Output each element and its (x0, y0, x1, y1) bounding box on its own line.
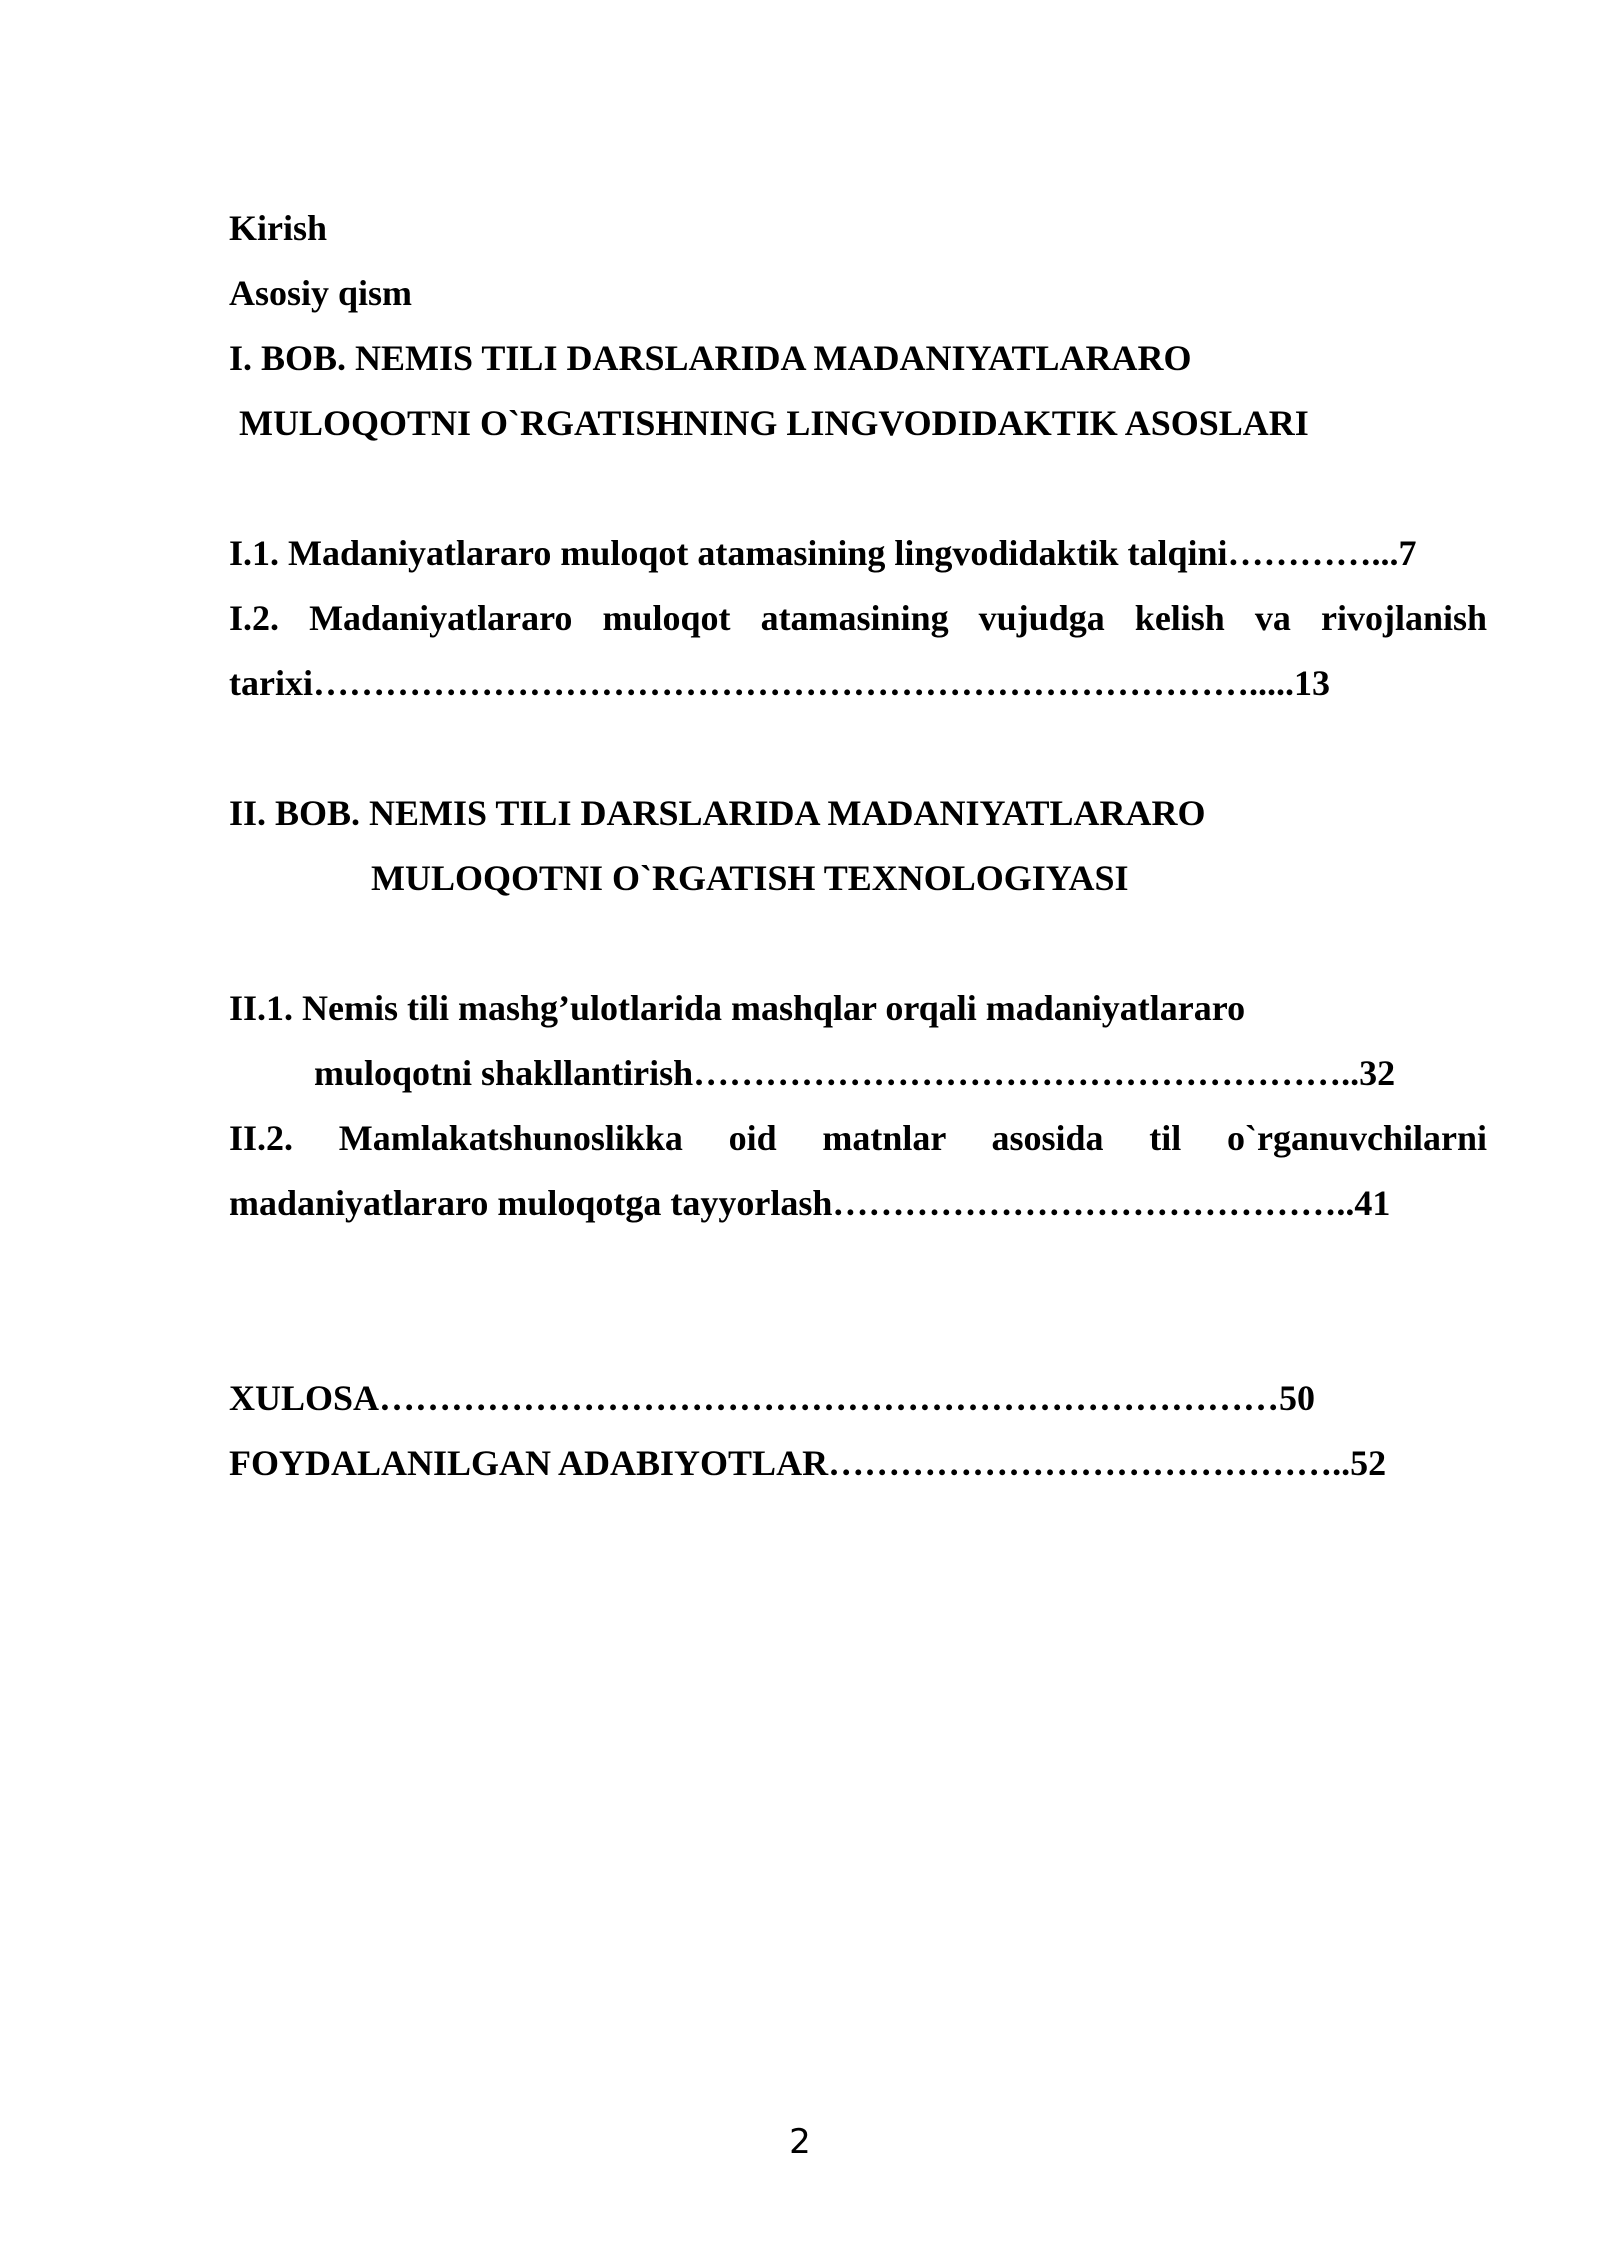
page-number: 2 (789, 2122, 811, 2162)
toc-main-part: Asosiy qism (229, 273, 413, 313)
chapter2-section1-line2: muloqotni shakllantirish………………………………………………..32 (314, 1053, 1396, 1093)
chapter1-title-line1: I. BOB. NEMIS TILI DARSLARIDA MADANIYATLARARO (229, 338, 1192, 378)
chapter2-title-line1: II. BOB. NEMIS TILI DARSLARIDA MADANIYATLARARO (229, 793, 1206, 833)
spacer (229, 911, 1487, 976)
chapter2-title-line2: MULOQOTNI O`RGATISH TEXNOLOGIYASI (371, 858, 1129, 898)
toc-conclusion: XULOSA…………………………………………………………………50 (229, 1378, 1316, 1418)
chapter1-section2-line2: tarixi…………………………………………………………………….....13 (229, 663, 1330, 703)
chapter1-section2-line1: I.2. Madaniyatlararo muloqot atamasining vujudga kelish va rivojlanish (229, 598, 1487, 638)
toc-references: FOYDALANILGAN ADABIYOTLAR……………………………………..52 (229, 1443, 1387, 1483)
spacer (229, 1236, 1487, 1301)
spacer (229, 456, 1487, 521)
spacer (229, 716, 1487, 781)
chapter1-title-line2: MULOQOTNI O`RGATISHNING LINGVODIDAKTIK ASOSLARI (239, 403, 1309, 443)
chapter2-section1-line1: II.1. Nemis tili mashg’ulotlarida mashqlar orqali madaniyatlararo (229, 988, 1246, 1028)
chapter2-section2-line2: madaniyatlararo muloqotga tayyorlash……………………………………..41 (229, 1183, 1391, 1223)
chapter2-section2-line1: II.2. Mamlakatshunoslikka oid matnlar asosida til o`rganuvchilarni (229, 1118, 1487, 1158)
toc-intro: Kirish (229, 208, 328, 248)
table-of-contents (229, 196, 1487, 1496)
spacer (229, 1301, 1487, 1366)
chapter1-section1: I.1. Madaniyatlararo muloqot atamasining lingvodidaktik talqini…………...7 (229, 533, 1417, 573)
